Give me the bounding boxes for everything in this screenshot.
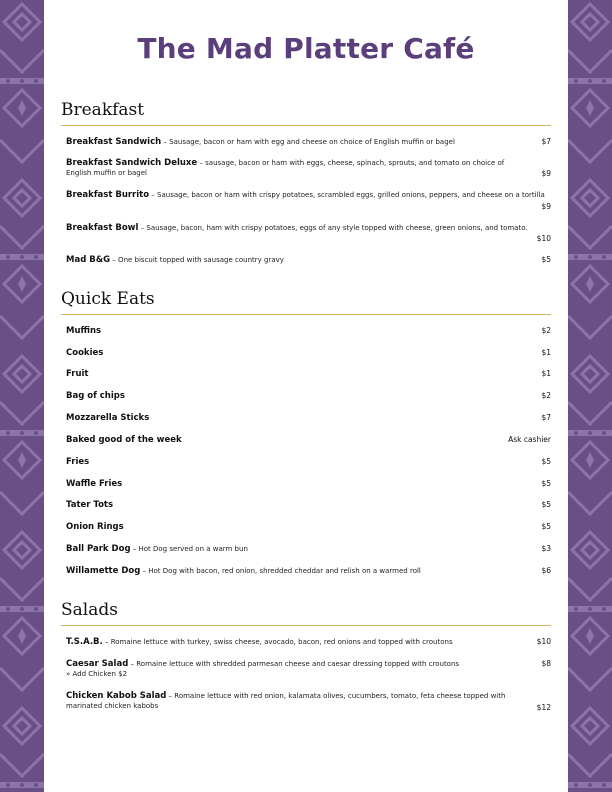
menu-item bbox=[66, 637, 551, 647]
item-price: $7 bbox=[541, 413, 551, 422]
menu-item bbox=[66, 566, 551, 576]
item-name: Cookies bbox=[66, 348, 104, 358]
item-name: Bag of chips bbox=[66, 391, 125, 401]
menu-item bbox=[66, 190, 551, 200]
item-price: $5 bbox=[541, 457, 551, 466]
item-price: Ask cashier bbox=[508, 435, 551, 444]
menu-item bbox=[66, 223, 551, 233]
menu-item bbox=[66, 369, 551, 379]
item-name: Breakfast Sandwich bbox=[66, 137, 162, 147]
section-divider bbox=[61, 125, 551, 126]
item-name: Ball Park Dog bbox=[66, 544, 131, 554]
item-desc: – Sausage, bacon or ham with egg and cheese on choice of English muffin or bagel bbox=[161, 138, 455, 146]
item-price: $1 bbox=[541, 369, 551, 378]
menu-item bbox=[66, 255, 551, 265]
item-addon: » Add Chicken $2 bbox=[66, 670, 128, 678]
item-name: Breakfast Bowl bbox=[66, 223, 139, 233]
item-name: Caesar Salad bbox=[66, 659, 129, 669]
item-desc: – Romaine lettuce with turkey, swiss cheese, avocado, bacon, red onions and topped with croutons bbox=[102, 638, 453, 646]
menu-item bbox=[66, 413, 551, 423]
item-name: Fries bbox=[66, 457, 90, 467]
item-price: $2 bbox=[541, 391, 551, 400]
item-desc: – Hot Dog with bacon, red onion, shredded cheddar and relish on a warmed roll bbox=[140, 567, 421, 575]
item-price: $5 bbox=[541, 479, 551, 488]
section-breakfast bbox=[61, 100, 551, 126]
item-name: Tater Tots bbox=[66, 500, 114, 510]
section-heading: Breakfast bbox=[61, 100, 145, 120]
item-name: Willamette Dog bbox=[66, 566, 141, 576]
item-price: $5 bbox=[541, 500, 551, 509]
item-price: $6 bbox=[541, 566, 551, 575]
item-desc: – Sausage, bacon, ham with crispy potatoes, eggs of any style topped with cheese, green onions, and tomato. bbox=[138, 224, 528, 232]
item-price: $3 bbox=[541, 544, 551, 553]
menu-item bbox=[66, 326, 551, 336]
item-name: Chicken Kabob Salad bbox=[66, 691, 167, 701]
menu-title: The Mad Platter Café bbox=[137, 32, 475, 65]
item-name: Mozzarella Sticks bbox=[66, 413, 150, 423]
menu-item bbox=[66, 457, 551, 467]
menu-item bbox=[66, 691, 516, 711]
item-name: Fruit bbox=[66, 369, 89, 379]
item-price: $8 bbox=[541, 659, 551, 668]
item-name: Waffle Fries bbox=[66, 479, 123, 489]
item-desc: – sausage, bacon or ham with eggs, cheese, spinach, sprouts, and tomato on choice of English muffin or bagel bbox=[66, 159, 505, 177]
section-heading: Salads bbox=[61, 600, 118, 620]
item-price: $5 bbox=[541, 522, 551, 531]
item-name: Breakfast Burrito bbox=[66, 190, 150, 200]
menu-item bbox=[66, 659, 551, 679]
menu-item bbox=[66, 435, 551, 445]
section-quick-eats bbox=[61, 289, 551, 315]
decorative-border-right bbox=[568, 0, 612, 792]
item-price: $1 bbox=[541, 348, 551, 357]
item-price: $10 bbox=[536, 234, 551, 243]
menu-item bbox=[66, 479, 551, 489]
item-price: $7 bbox=[541, 137, 551, 146]
menu-item bbox=[66, 137, 551, 147]
item-desc: – Hot Dog served on a warm bun bbox=[130, 545, 248, 553]
item-desc: – One biscuit topped with sausage country gravy bbox=[110, 256, 284, 264]
section-salads bbox=[61, 600, 551, 626]
menu-item bbox=[66, 158, 506, 178]
item-price: $5 bbox=[541, 255, 551, 264]
item-price: $9 bbox=[541, 169, 551, 178]
section-divider bbox=[61, 314, 551, 315]
item-price: $10 bbox=[536, 637, 551, 646]
menu-item bbox=[66, 391, 551, 401]
item-desc: – Romaine lettuce with shredded parmesan cheese and caesar dressing topped with croutons bbox=[128, 660, 460, 668]
menu-item bbox=[66, 348, 551, 358]
menu-item bbox=[66, 522, 551, 532]
item-desc: – Romaine lettuce with red onion, kalamata olives, cucumbers, tomato, feta cheese topped with marinated chicken kabobs bbox=[66, 692, 506, 710]
menu-page bbox=[44, 0, 568, 792]
item-price: $2 bbox=[541, 326, 551, 335]
menu-item bbox=[66, 544, 551, 554]
item-price: $9 bbox=[541, 202, 551, 211]
section-heading: Quick Eats bbox=[61, 289, 155, 309]
item-name: Baked good of the week bbox=[66, 435, 182, 445]
decorative-border-left bbox=[0, 0, 44, 792]
item-name: Breakfast Sandwich Deluxe bbox=[66, 158, 198, 168]
item-name: Muffins bbox=[66, 326, 102, 336]
item-name: Mad B&G bbox=[66, 255, 111, 265]
item-desc: – Sausage, bacon or ham with crispy potatoes, scrambled eggs, grilled onions, peppers, and cheese on a tortilla bbox=[149, 191, 545, 199]
item-name: Onion Rings bbox=[66, 522, 124, 532]
section-divider bbox=[61, 625, 551, 626]
item-name: T.S.A.B. bbox=[66, 637, 103, 647]
menu-item bbox=[66, 500, 551, 510]
item-price: $12 bbox=[536, 703, 551, 712]
